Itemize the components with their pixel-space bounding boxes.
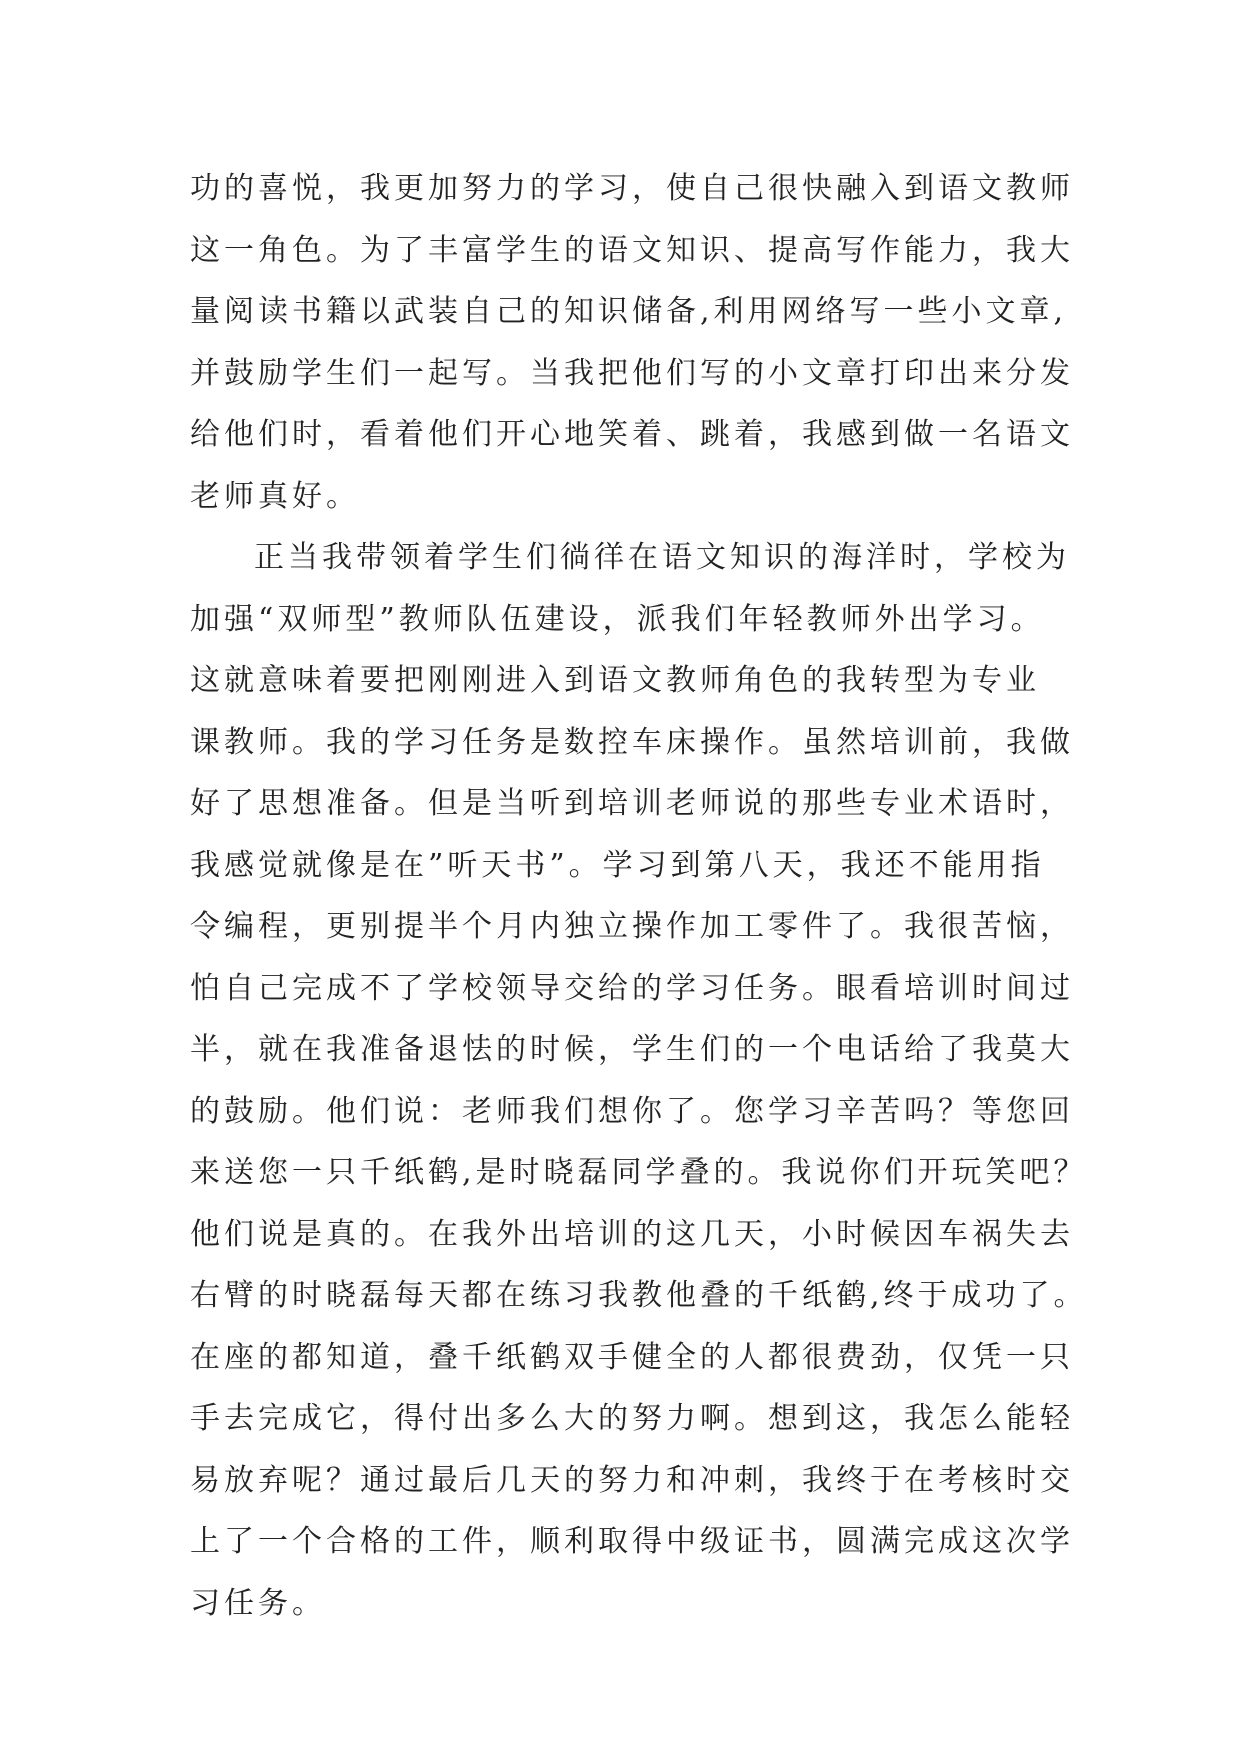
text-line: 课教师。我的学习任务是数控车床操作。虽然培训前，我做 [190,724,1074,760]
text-line: 量阅读书籍以武装自己的知识储备,利用网络写一些小文章, [190,294,1068,329]
text-line: 的鼓励。他们说：老师我们想你了。您学习辛苦吗？等您回 [190,1093,1074,1129]
text-line: 好了思想准备。但是当听到培训老师说的那些专业术语时， [190,786,1074,821]
text-line: 来送您一只千纸鹤,是时晓磊同学叠的。我说你们开玩笑吧？ [190,1155,1088,1190]
text-line: 手去完成它，得付出多么大的努力啊。想到这，我怎么能轻 [190,1401,1074,1436]
body-text [190,158,1088,1634]
text-line: 功的喜悦，我更加努力的学习，使自己很快融入到语文教师 [190,171,1074,206]
text-line: 给他们时，看着他们开心地笑着、跳着，我感到做一名语文 [190,417,1074,452]
paragraph-start-line: 正当我带领着学生们徜徉在语文知识的海洋时，学校为 [254,540,1070,575]
text-line: 并鼓励学生们一起写。当我把他们写的小文章打印出来分发 [190,355,1074,391]
text-line: 怕自己完成不了学校领导交给的学习任务。眼看培训时间过 [190,970,1074,1006]
text-line: 易放弃呢？通过最后几天的努力和冲刺，我终于在考核时交 [190,1462,1074,1498]
text-line: 这就意味着要把刚刚进入到语文教师角色的我转型为专业 [190,663,1040,698]
text-line: 他们说是真的。在我外出培训的这几天，小时候因车祸失去 [190,1216,1074,1252]
text-line: 令编程，更别提半个月内独立操作加工零件了。我很苦恼， [190,909,1074,944]
text-line: 加强“双师型”教师队伍建设，派我们年轻教师外出学习。 [190,601,1045,637]
text-line: 这一角色。为了丰富学生的语文知识、提高写作能力，我大 [190,232,1074,268]
text-line: 半，就在我准备退怯的时候，学生们的一个电话给了我莫大 [190,1032,1074,1067]
text-line: 在座的都知道，叠千纸鹤双手健全的人都很费劲，仅凭一只 [190,1339,1074,1375]
text-line: 习任务。 [190,1585,326,1621]
text-line: 老师真好。 [190,478,360,514]
text-line: 右臂的时晓磊每天都在练习我教他叠的千纸鹤,终于成功了。 [190,1278,1088,1313]
text-line: 我感觉就像是在”听天书”。学习到第八天，我还不能用指 [190,847,1045,883]
text-line: 上了一个合格的工件，顺利取得中级证书，圆满完成这次学 [190,1524,1074,1559]
